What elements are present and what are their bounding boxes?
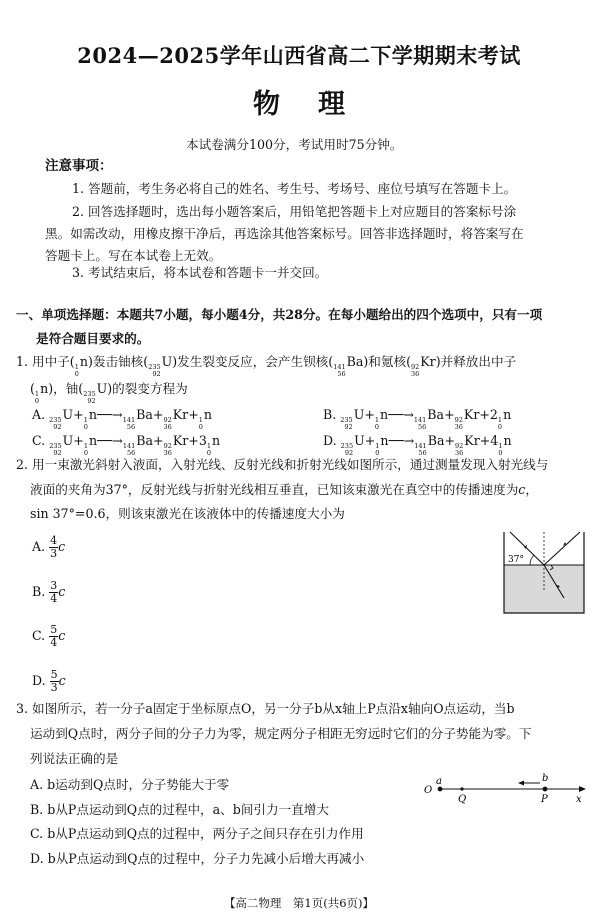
- q1-option-a: A. 235 92 U+ 1 0 n──→ 141 56 Ba+ 92 36 Kr+ 1 0 n: [32, 407, 213, 431]
- section-heading: 一、单项选择题：本题共7小题，每小题4分，共28分。在每小题给出的四个选项中，只有一项: [16, 307, 543, 322]
- q1-option-b: B. 235 92 U+ 1 0 n──→ 141 56 Ba+ 92 36 Kr+2 1 0 n: [323, 407, 512, 431]
- label-q: Q: [458, 794, 467, 805]
- q2-stem-line3: sin 37°=0.6，则该束激光在该液体中的传播速度大小为: [30, 506, 345, 521]
- q1-stem-line1: 1. 用中子( 1 0 n)轰击铀核( 235 92 U)发生裂变反应，会产生钡核( 141 56 Ba)和氪核( 92 36 Kr)并释放出中子: [16, 354, 517, 378]
- q2-option-c: C. $\frac{5}{4}$ c: [32, 623, 66, 649]
- angle-label: 37°: [508, 555, 524, 565]
- q3-option-a: A. b运动到Q点时，分子势能大于零: [30, 777, 230, 792]
- label-p: P: [541, 794, 548, 805]
- notice-item-2: 2. 回答选择题时，选出每小题答案后，用铅笔把答题卡上对应题目的答案标号涂: [72, 204, 517, 219]
- q1-option-c: C. 235 92 U+ 1 0 n──→ 141 56 Ba+ 92 36 Kr+3 1 0 n: [32, 433, 221, 457]
- q3-option-b: B. b从P点运动到Q点的过程中，a、b间引力一直增大: [30, 802, 329, 817]
- q3-option-d: D. b从P点运动到Q点的过程中，分子力先减小后增大再减小: [30, 851, 365, 866]
- label-x: x: [576, 794, 582, 805]
- q2-option-d: D. $\frac{5}{3}$ c: [32, 668, 66, 694]
- q3-stem-line2: 运动到Q点时，两分子间的分子力为零，规定两分子相距无穷远时它们的分子势能为零。下: [30, 726, 532, 741]
- x-axis-arrow-icon: [579, 786, 586, 792]
- exam-intro: 本试卷满分100分，考试用时75分钟。: [186, 137, 403, 152]
- molecule-a-dot: [438, 787, 443, 792]
- exam-title: 2024—2025学年山西省高二下学期期末考试: [77, 43, 521, 68]
- notice-item-2-cont2: 答题卡上。写在本试卷上无效。: [45, 248, 222, 263]
- q3-axis-figure: [418, 772, 588, 806]
- reflected-ray: [544, 532, 580, 565]
- molecule-b-dot: [543, 787, 548, 792]
- notice-item-2-cont: 黑。如需改动，用橡皮擦干净后，再选涂其他答案标号。回答非选择题时，将答案写在: [45, 226, 524, 241]
- label-o: O: [424, 785, 433, 796]
- notice-heading: 注意事项：: [45, 158, 113, 174]
- notice-item-3: 3. 考试结束后，将本试卷和答题卡一并交回。: [72, 265, 328, 280]
- notice-item-1: 1. 答题前，考生务必将自己的姓名、考生号、考场号、座位号填写在答题卡上。: [72, 181, 517, 196]
- q2-stem-line1: 2. 用一束激光斜射入液面，入射光线、反射光线和折射光线如图所示，通过测量发现入射光线与: [16, 457, 549, 472]
- q2-option-a: A. $\frac{4}{3}$ c: [32, 534, 66, 560]
- point-q-dot: [460, 787, 463, 790]
- q3-stem-line3: 列说法正确的是: [30, 751, 119, 766]
- b-motion-arrow-icon: [518, 781, 524, 786]
- section-heading-cont: 是符合题目要求的。: [36, 331, 150, 346]
- angle-arc: [530, 555, 534, 565]
- page-footer: 【高二物理 第1页(共6页)】: [223, 896, 375, 910]
- subject-title: 物理: [253, 89, 383, 120]
- q2-option-b: B. $\frac{3}{4}$ c: [32, 579, 66, 605]
- q3-stem-line1: 3. 如图所示，若一分子a固定于坐标原点O，另一分子b从x轴上P点沿x轴向O点运动，当b: [16, 701, 515, 716]
- q1-stem-line2: ( 1 0 n)，铀( 235 92 U)的裂变方程为: [30, 381, 188, 405]
- q3-option-c: C. b从P点运动到Q点的过程中，两分子之间只存在引力作用: [30, 826, 364, 841]
- q1-option-d: D. 235 92 U+ 1 0 n──→ 141 56 Ba+ 92 36 Kr+4 1 0 n: [323, 433, 512, 457]
- q2-refraction-figure: [500, 530, 588, 615]
- label-b: b: [542, 773, 549, 784]
- label-a: a: [436, 776, 442, 787]
- q2-stem-line2: 液面的夹角为37°，反射光线与折射光线相互垂直，已知该束激光在真空中的传播速度为c，: [30, 482, 538, 497]
